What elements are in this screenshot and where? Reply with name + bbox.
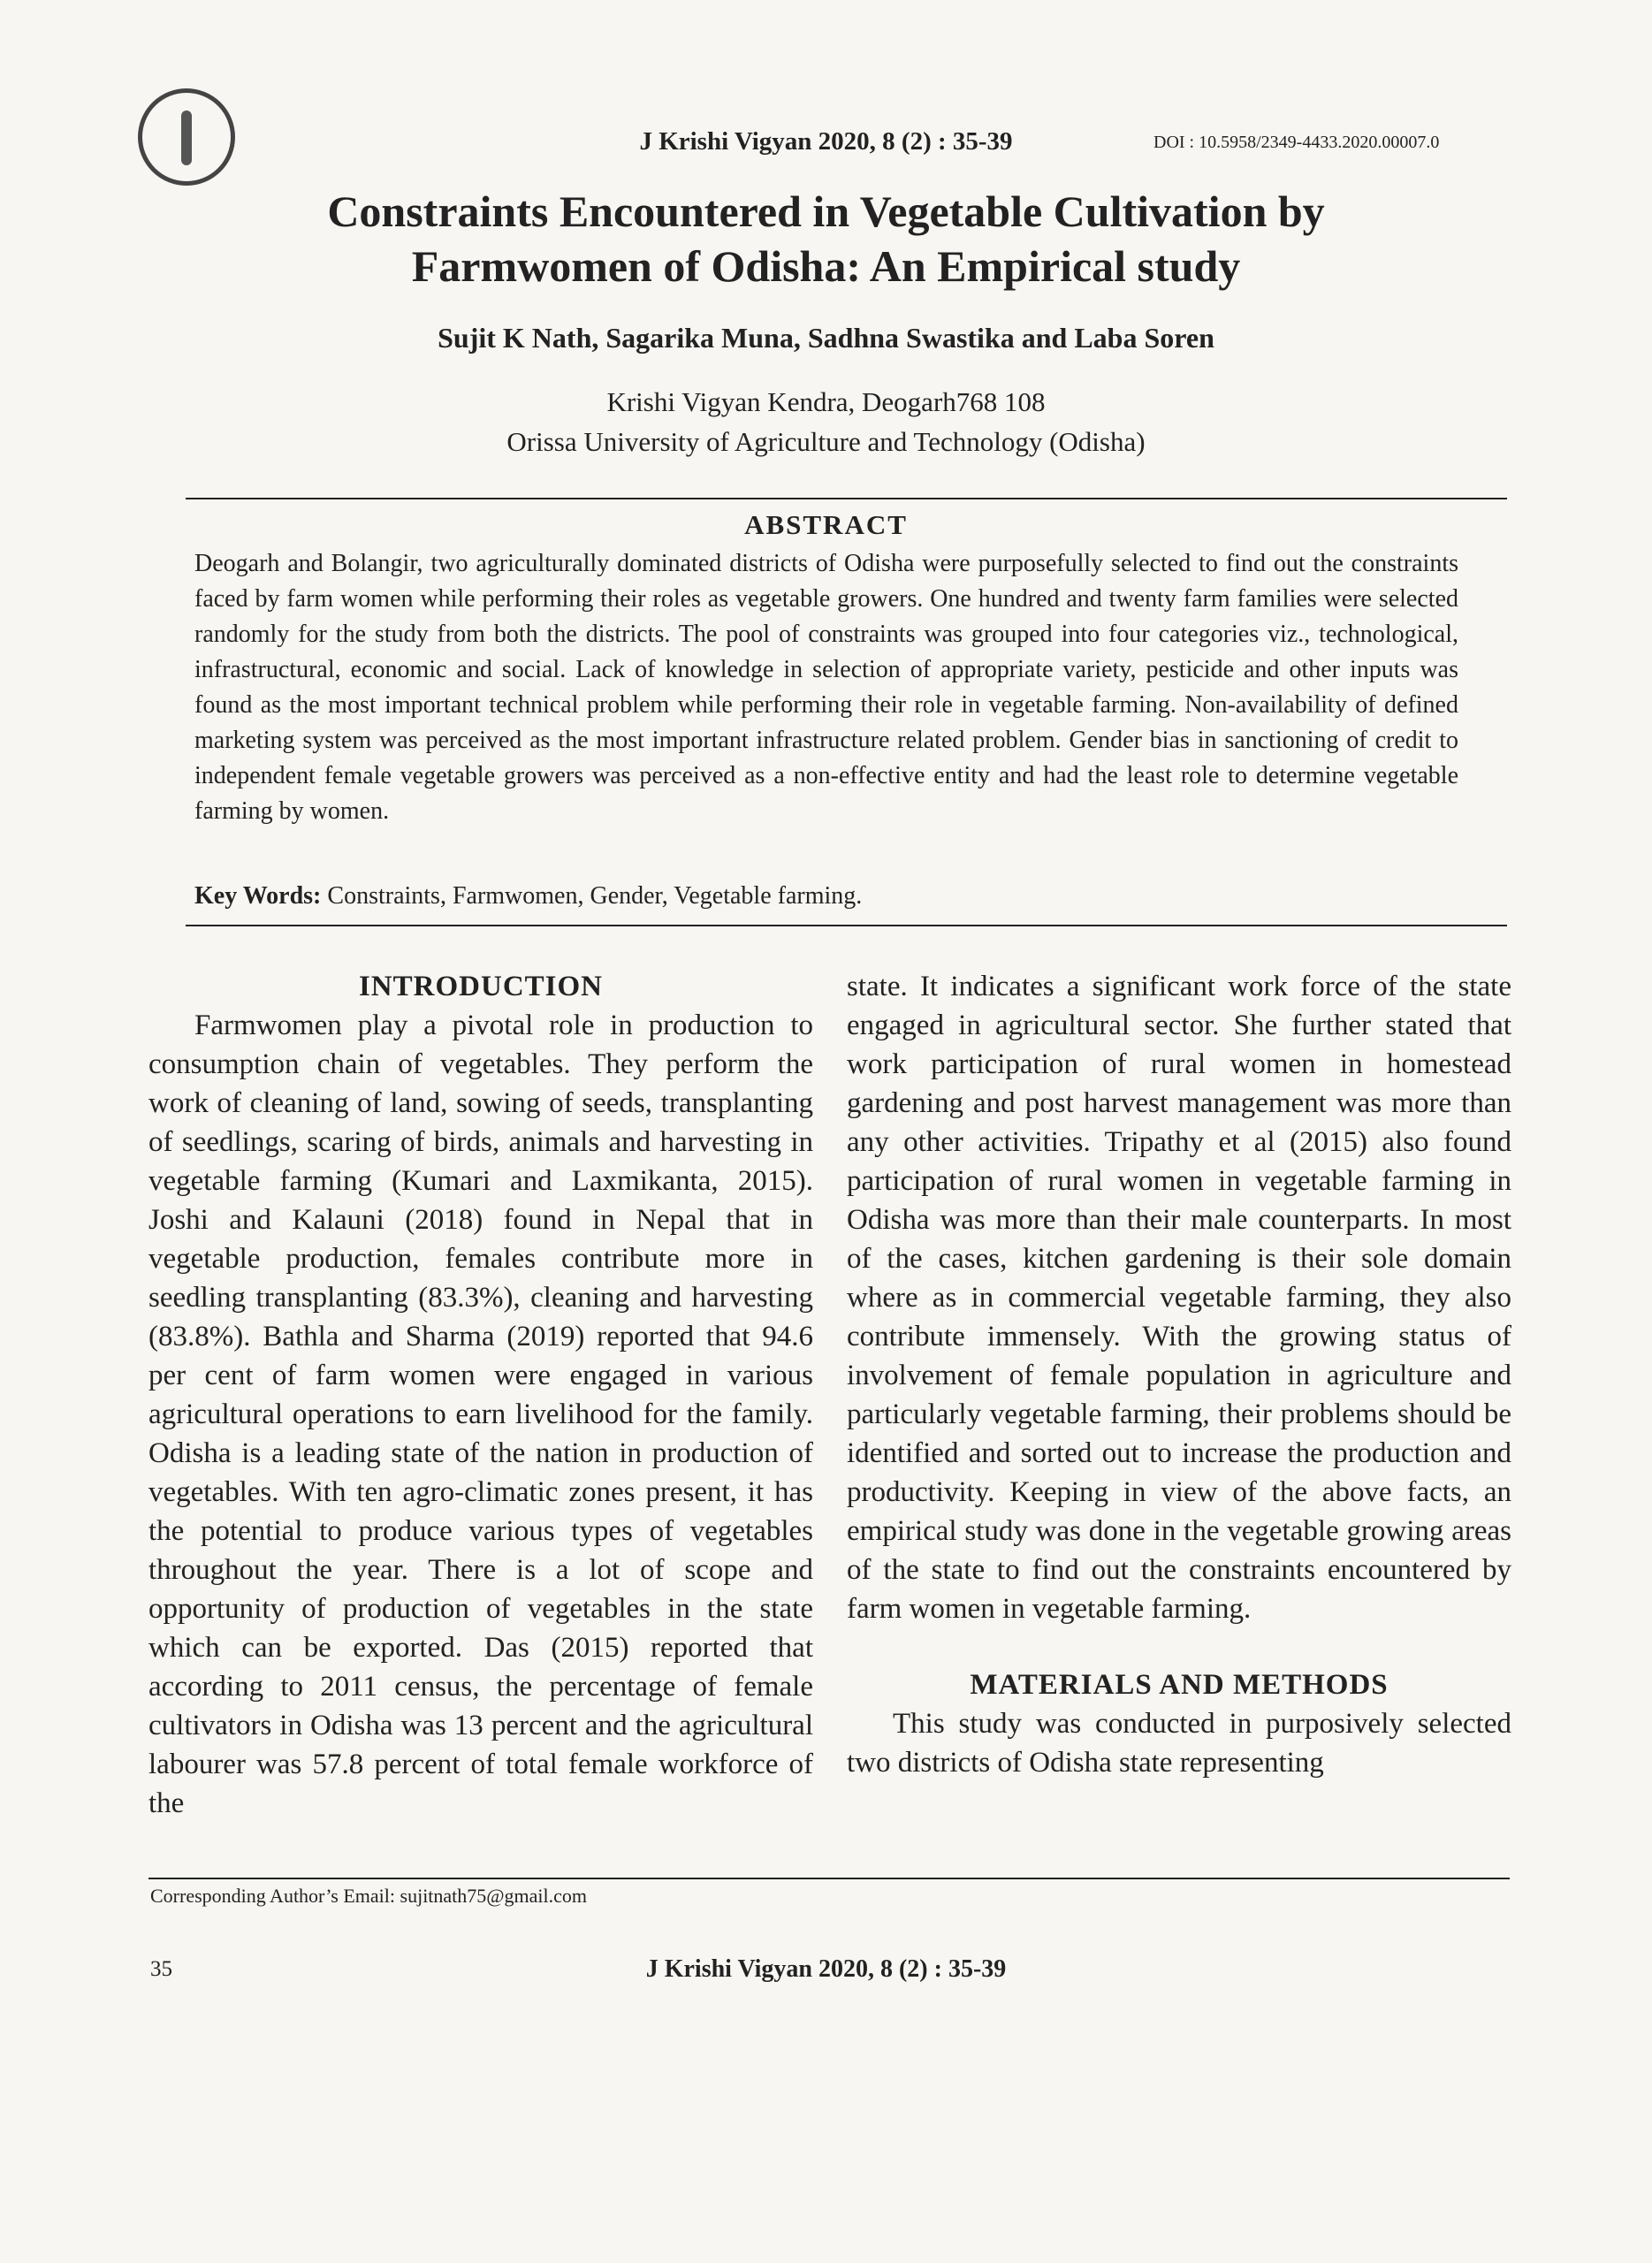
introduction-text: Farmwomen play a pivotal role in production to consumption chain of vegetables. They perform the work of cleaning of land, sowing of seeds, transplanting of seedlings, scaring of birds, animals and harvesting in vegetable farming (Kumari and Laxmikanta, 2015). Joshi and Kalauni (2018) found in Nepal that in vegetable production, females contribute more in seedling transplanting (83.3%), cleaning and harvesting (83.8%). Bathla and Sharma (2019) reported that 94.6 per cent of farm women were engaged in various agricultural operations to earn livelihood for the family. Odisha is a leading state of the nation in production of vegetables. With ten agro-climatic zones present, it has the potential to produce various types of vegetables throughout the year. There is a lot of scope and opportunity of production of vegetables in the state which can be exported. Das (2015) reported that according to 2011 census, the percentage of female cultivators in Odisha was 13 percent and the agricultural labourer was 57.8 percent of total female workforce of the bbox=[148, 1010, 813, 1819]
keywords-list: Constraints, Farmwomen, Gender, Vegetable farming. bbox=[321, 882, 863, 910]
title-line-1: Constraints Encountered in Vegetable Cultivation by bbox=[327, 187, 1325, 236]
affiliation bbox=[0, 382, 1652, 461]
abstract-divider bbox=[186, 925, 1507, 926]
introduction-continued: state. It indicates a significant work force of the state engaged in agricultural sector. She further stated that work participation of rural women in homestead gardening and post harvest management was more than any other activities. Tripathy et al (2015) also found participation of rural women in vegetable farming in Odisha was more than their male counterparts. In most of the cases, kitchen gardening is their sole domain where as in commercial vegetable farming, they also contribute immensely. With the growing status of involvement of female population in agriculture and particularly vegetable farming, their problems should be identified and sorted out to increase the production and productivity. Keeping in view of the above facts, an empirical study was done in the vegetable growing areas of the state to find out the constraints encountered by farm women in vegetable farming. bbox=[847, 971, 1511, 1625]
title-line-2: Farmwomen of Odisha: An Empirical study bbox=[411, 241, 1241, 291]
journal-footer: J Krishi Vigyan 2020, 8 (2) : 35-39 bbox=[645, 1955, 1007, 1983]
keywords bbox=[194, 882, 862, 911]
methods-heading: MATERIALS AND METHODS bbox=[970, 1669, 1389, 1701]
left-column bbox=[148, 967, 813, 1823]
methods-text: This study was conducted in purposively selected two districts of Odisha state representing bbox=[847, 1708, 1511, 1779]
authors: Sujit K Nath, Sagarika Muna, Sadhna Swastika and Laba Soren bbox=[438, 322, 1214, 354]
paper-title bbox=[177, 184, 1475, 293]
abstract-heading: ABSTRACT bbox=[744, 509, 908, 540]
doi-text: DOI : 10.5958/2349-4433.2020.00007.0 bbox=[1153, 133, 1440, 152]
keywords-label: Key Words: bbox=[194, 882, 322, 910]
affiliation-line-2: Orissa University of Agriculture and Technology (Odisha) bbox=[506, 426, 1146, 457]
affiliation-line-1: Krishi Vigyan Kendra, Deogarh768 108 bbox=[606, 386, 1046, 417]
page-number: 35 bbox=[150, 1957, 172, 1981]
abstract-text: Deogarh and Bolangir, two agriculturally dominated districts of Odisha were purposefully selected to find out the constraints faced by farm women while performing their roles as vegetable growers. One hundred and twenty farm families were selected randomly for the study from both the districts. The pool of constraints was grouped into four categories viz., technological, infrastructural, economic and social. Lack of knowledge in selection of appropriate variety, pesticide and other inputs was found as the most important technical problem while performing their role in vegetable farming. Non-availability of defined marketing system was perceived as the most important infrastructure related problem. Gender bias in sanctioning of credit to independent female vegetable growers was perceived as a non-effective entity and had the least role to determine vegetable farming by women. bbox=[194, 550, 1458, 825]
introduction-heading: INTRODUCTION bbox=[358, 971, 604, 1002]
footnote-divider bbox=[148, 1878, 1510, 1879]
top-divider bbox=[186, 498, 1507, 499]
journal-header: J Krishi Vigyan 2020, 8 (2) : 35-39 bbox=[639, 127, 1013, 156]
right-column bbox=[847, 967, 1511, 1782]
corresponding-email: Corresponding Author’s Email: sujitnath75@gmail.com bbox=[150, 1885, 588, 1907]
